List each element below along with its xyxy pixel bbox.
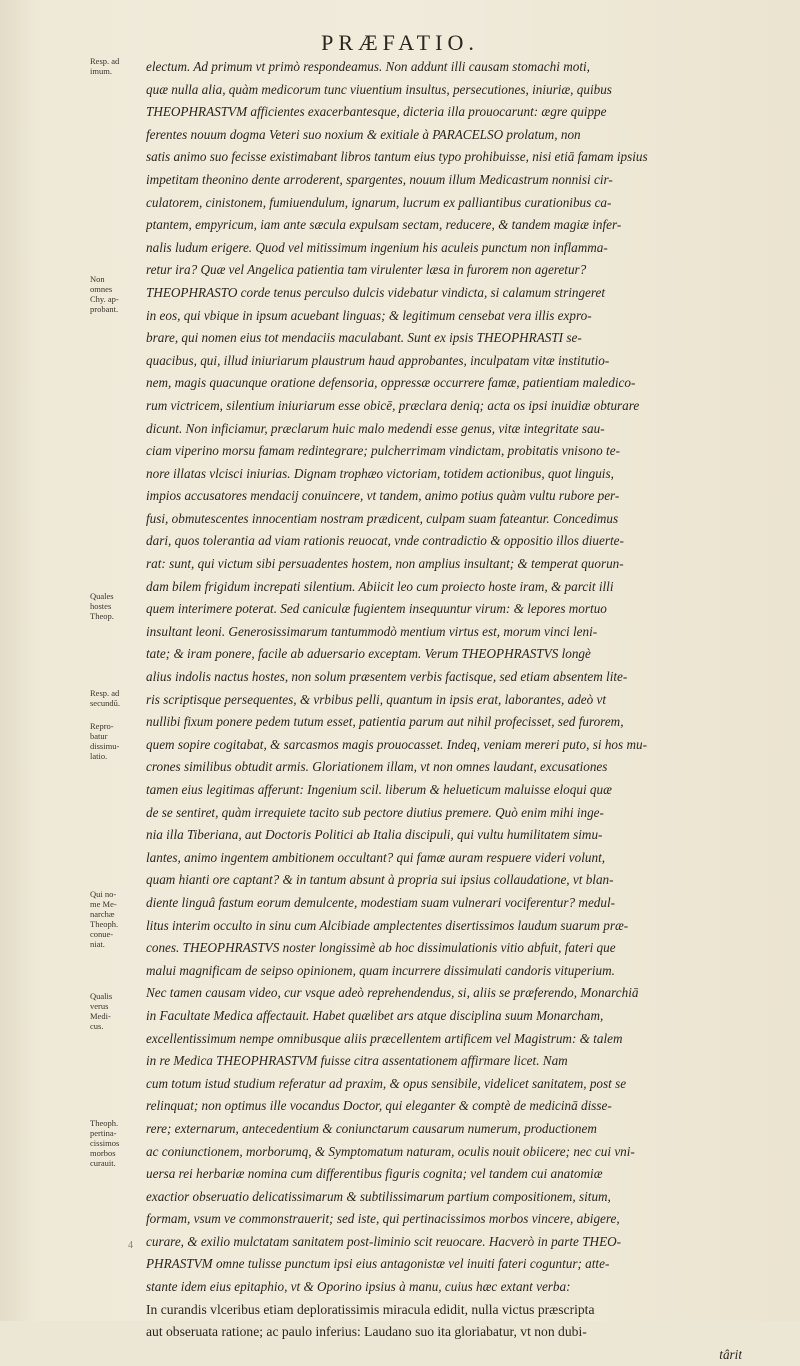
text-line: THEOPHRASTO corde tenus perculso dulcis videbatur vindicta, si calamum stringeret bbox=[146, 284, 606, 300]
text-line: ris scriptisque persequentes, & vrbibus pelli, quantum in ipsis erat, laborantes, adeò vt bbox=[146, 691, 607, 707]
text-line: nullibi fixum ponere pedem tutum esset, patientia parum aut nihil profecisset, sed furorem, bbox=[146, 714, 624, 730]
text-line: ptantem, empyricum, iam ante sæcula expulsam sectam, reducere, & tandem magiæ infer- bbox=[146, 217, 622, 233]
text-line: insultant leoni. Generosissimarum tantummodò mentium virtus est, morum vinci leni- bbox=[146, 623, 598, 639]
margin-note: Resp. ad secundū. bbox=[90, 688, 120, 708]
text-line: malui magnificam de seipso opinionem, quam incurrere dissimulati candoris vituperium. bbox=[146, 962, 615, 978]
margin-note: Qui no- me Me- narchæ Theoph. conue- niat. bbox=[90, 889, 119, 949]
text-line: ciam viperino morsu famam redintegrare; pulcherrimam vindictam, probitatis vnisono te- bbox=[146, 443, 620, 459]
text-line: quem sopire cogitabat, & sarcasmos magis prouocasset. Indeq, veniam mereri puto, si hos mu- bbox=[146, 736, 647, 752]
margin-note: Theoph. pertina- cissimos morbos curauit. bbox=[90, 1118, 120, 1168]
text-line: quem interimere poterat. Sed caniculæ fugientem insequuntur virum: & lepores mortuo bbox=[146, 601, 607, 617]
text-line: uersa rei herbariæ nomina cum differentibus figuris cognita; vel tandem cui anatomiæ bbox=[146, 1166, 603, 1182]
margin-note: Resp. ad imum. bbox=[90, 56, 120, 76]
margin-note: Qualis verus Medi- cus. bbox=[90, 991, 113, 1031]
text-line: de se sentiret, quàm irrequiete tacito sub pectore diutius premere. Quò enim mihi inge- bbox=[146, 804, 604, 820]
text-line: impetitam theonino dente arroderent, spargentes, nouum illum Medicastrum nonnisi cir- bbox=[146, 171, 613, 187]
text-line: brare, qui nomen eius tot mendaciis maculabant. Sunt ex ipsis THEOPHRASTI se- bbox=[146, 330, 582, 346]
text-line: cones. THEOPHRASTVS noster longissimè ab hoc dissimulationis vitio abfuit, fateri que bbox=[146, 940, 616, 956]
text-line: fusi, obmutescentes innocentiam nostram prædicent, culpam suam fateantur. Concedimus bbox=[146, 510, 619, 526]
text-line: PHRASTVM omne tulisse punctum ipsi eius antagonistæ vel inuiti fateri coguntur; atte- bbox=[146, 1256, 610, 1272]
text-line: nore illatas vlcisci iniurias. Dignam trophæo victoriam, totidem actionibus, quot linguis, bbox=[146, 465, 614, 481]
text-line: nia illa Tiberiana, aut Doctoris Politici ab Italia discipuli, qui vultu humilitatem simu- bbox=[146, 827, 603, 843]
text-line: quæ nulla alia, quàm medicorum tunc viuentium insultus, persecutiones, iniuriæ, quibus bbox=[146, 81, 612, 97]
text-line: in Facultate Medica affectauit. Habet quælibet ars atque disciplina suum Monarcham, bbox=[146, 1007, 604, 1023]
text-line: electum. Ad primum vt primò respondeamus. Non addunt illi causam stomachi moti, bbox=[146, 59, 590, 74]
text-line: nalis ludum erigere. Quod vel mitissimum ingenium his aculeis punctum non inflamma- bbox=[146, 239, 608, 255]
text-line: târit bbox=[719, 1346, 742, 1362]
text-line: in eos, qui vbique in ipsum acuebant linguas; & legitimum censebat vera illis expro- bbox=[146, 307, 592, 323]
text-line: alius indolis nactus hostes, non solum præsentem verbis factisque, sed etiam absentem lite- bbox=[146, 669, 628, 685]
margin-note: Non omnes Chy. ap- probant. bbox=[90, 274, 119, 314]
text-line: in re Medica THEOPHRASTVM fuisse citra assentationem affirmare licet. Nam bbox=[146, 1053, 568, 1069]
text-line: stante idem eius epitaphio, vt & Oporino ipsius à manu, cuius hæc extant verba: bbox=[146, 1279, 571, 1295]
text-line: impios accusatores mendacij conuincere, vt tandem, animo potius quàm vultu rubore per- bbox=[146, 488, 620, 504]
body-text bbox=[146, 56, 742, 1366]
text-line: litus interim occulto in sinu cum Alcibiade amplectentes disertissimos laudum suarum præ- bbox=[146, 917, 629, 933]
text-line: curare, & exilio mulctatam sanitatem post-liminio scit reuocare. Hacverò in parte THEO- bbox=[146, 1233, 622, 1249]
margin-note: Repro- batur dissimu- latio. bbox=[90, 721, 120, 761]
text-line: tate; & iram ponere, facile ab aduersario exceptam. Verum THEOPHRASTVS longè bbox=[146, 646, 591, 662]
text-line: rere; externarum, antecedentium & coniunctarum causarum numerum, productionem bbox=[146, 1120, 597, 1136]
text-line: exactior obseruatio delicatissimarum & subtilissimarum partium compositionem, situm, bbox=[146, 1188, 611, 1204]
text-line: formam, vsum ve commonstrauerit; sed iste, qui pertinacissimos morbos vincere, abigere, bbox=[146, 1211, 620, 1227]
text-line: quam hianti ore captant? & in tantum absunt à propria sui ipsius collaudatione, vt blan- bbox=[146, 872, 614, 888]
text-line: dari, quos tolerantia ad viam rationis reuocat, vnde contradictio & oppositio illos diuerte- bbox=[146, 533, 624, 549]
text-line: tamen eius legitimas afferunt: Ingenium scil. liberum & helueticum maluisse eloqui quæ bbox=[146, 782, 612, 797]
text-line: ac coniunctionem, morborumq, & Symptomatum naturam, oculis nouit obiicere; nec cui vni- bbox=[146, 1143, 635, 1159]
text-line: culatorem, cinistonem, fumiuendulum, ignarum, lucrum ex palliantibus curationibus ca- bbox=[146, 194, 612, 210]
text-line: lantes, animo ingentem ambitionem occultant? qui famæ auram respuere videri volunt, bbox=[146, 849, 606, 865]
text-line: dam bilem frigidum increpati silentium. Abiicit leo cum proiecto hoste iram, & parcit illi bbox=[146, 578, 614, 594]
running-header: PRÆFATIO. bbox=[321, 30, 479, 55]
text-line: retur ira? Quæ vel Angelica patientia tam virulenter læsa in furorem non ageretur? bbox=[146, 262, 587, 278]
text-line: In curandis vlceribus etiam deploratissimis miracula edidit, nulla victus præscripta bbox=[146, 1301, 595, 1317]
text-line: aut obseruata ratione; ac paulo inferius: Laudano suo ita gloriabatur, vt non dubi- bbox=[146, 1324, 587, 1340]
text-line: Nec tamen causam video, cur vsque adeò reprehendendus, si, aliis se præferendo, Monarchiā bbox=[146, 985, 639, 1001]
text-line: rat: sunt, qui victum sibi persuadentes hostem, non amplius insultant; & temperat quorun- bbox=[146, 556, 624, 572]
text-line: satis animo suo fecisse existimabant libros tantum eius typo prohibuisse, nisi etiā famam ipsius bbox=[146, 149, 648, 165]
text-line: relinquat; non optimus ille vocandus Doctor, qui eleganter & comptè de medicinā disse- bbox=[146, 1098, 612, 1114]
text-line: crones similibus obtudit armis. Gloriationem illam, vt non omnes laudant, excusationes bbox=[146, 759, 608, 775]
text-line: THEOPHRASTVM afficientes exacerbantesque, dicteria illa prouocarunt: ægre quippe bbox=[146, 104, 607, 120]
text-line: ferentes nouum dogma Veteri suo noxium & exitiale à PARACELSO prolatum, non bbox=[146, 126, 581, 142]
text-line: cum totum istud studium referatur ad praxim, & opus sensibile, videlicet sanitatem, post se bbox=[146, 1075, 627, 1091]
signature-mark: 4 bbox=[128, 1240, 133, 1251]
text-line: excellentissimum nempe omnibusque aliis præcellentem artificem vel Magistrum: & talem bbox=[146, 1030, 623, 1046]
text-line: rum victricem, silentium iniuriarum esse obicē, præclara deniq; acta os ipsi inuidiæ obturare bbox=[146, 397, 640, 413]
text-line: dicunt. Non inficiamur, præclarum huic malo medendi esse genus, vitæ integritate sau- bbox=[146, 420, 605, 436]
margin-note: Quales hostes Theop. bbox=[90, 591, 114, 621]
text-line: diente linguâ fastum eorum demulcente, modestiam suam vulnerari vociferentur? medul- bbox=[146, 894, 616, 910]
text-line: quacibus, qui, illud iniuriarum plaustrum haud approbantes, inculpatam vitæ institutio- bbox=[146, 352, 610, 368]
text-line: nem, magis quacunque oratione defensoria, oppressæ occurrere famæ, patientiam maledico- bbox=[146, 375, 636, 391]
